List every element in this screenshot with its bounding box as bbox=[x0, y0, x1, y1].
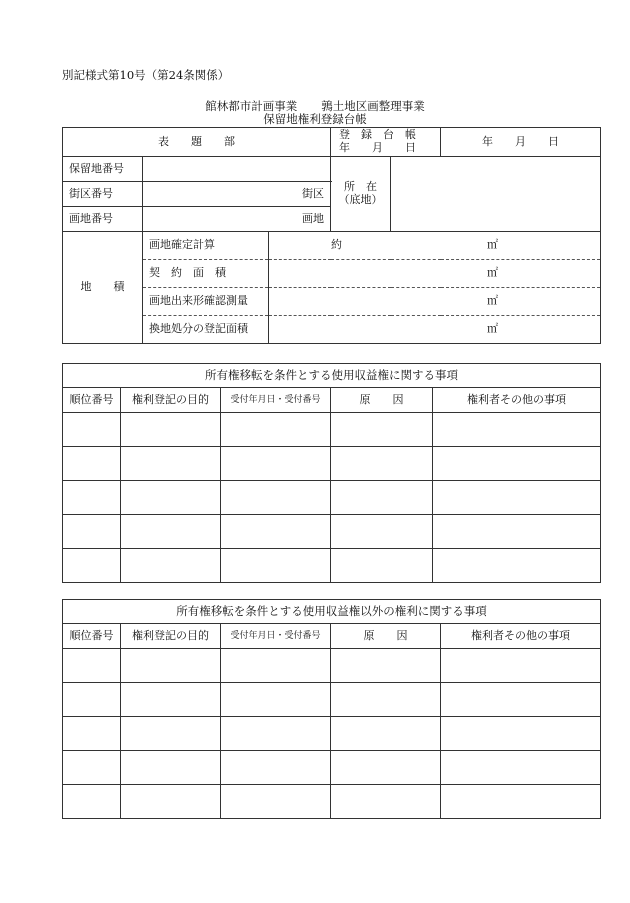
table-cell[interactable] bbox=[331, 649, 441, 683]
table-cell[interactable] bbox=[331, 515, 433, 549]
table-cell[interactable] bbox=[63, 515, 121, 549]
area-row-field-2[interactable] bbox=[269, 288, 601, 316]
kakuchi-number-field[interactable] bbox=[143, 207, 331, 232]
area-unit-1: ㎡ bbox=[487, 266, 499, 280]
area-row-label-0: 画地確定計算 bbox=[143, 232, 269, 260]
area-unit-2: ㎡ bbox=[487, 294, 499, 308]
table-row bbox=[63, 549, 601, 583]
table-cell[interactable] bbox=[121, 751, 221, 785]
table-cell[interactable] bbox=[433, 549, 601, 583]
table-row bbox=[63, 481, 601, 515]
table-cell[interactable] bbox=[331, 683, 441, 717]
shozai-bottom: （底地） bbox=[338, 193, 383, 206]
table-cell[interactable] bbox=[433, 447, 601, 481]
table-cell[interactable] bbox=[331, 413, 433, 447]
table-row bbox=[63, 515, 601, 549]
table-cell[interactable] bbox=[63, 649, 121, 683]
table-cell[interactable] bbox=[121, 447, 221, 481]
kakuchi-number-label: 画地番号 bbox=[63, 207, 143, 232]
table-cell[interactable] bbox=[63, 549, 121, 583]
other-rights-title: 所有権移転を条件とする使用収益権以外の権利に関する事項 bbox=[63, 600, 601, 624]
project-name-left: 館林都市計画事業 bbox=[205, 99, 298, 113]
col-rightholder: 権利者その他の事項 bbox=[433, 388, 601, 413]
table-cell[interactable] bbox=[441, 785, 601, 819]
table-cell[interactable] bbox=[121, 649, 221, 683]
table-cell[interactable] bbox=[63, 751, 121, 785]
area-row-label-3: 換地処分の登記面積 bbox=[143, 316, 269, 344]
col-cause: 原 因 bbox=[331, 388, 433, 413]
table-cell[interactable] bbox=[63, 413, 121, 447]
table-cell[interactable] bbox=[331, 785, 441, 819]
table-cell[interactable] bbox=[221, 481, 331, 515]
area-row-label-1: 契 約 面 積 bbox=[143, 260, 269, 288]
col-rank-number: 順位番号 bbox=[63, 624, 121, 649]
title-section-table bbox=[62, 127, 601, 344]
area-prefix: 約 bbox=[331, 238, 342, 252]
area-row-field-3[interactable] bbox=[269, 316, 601, 344]
table-cell[interactable] bbox=[221, 515, 331, 549]
table-cell[interactable] bbox=[63, 481, 121, 515]
area-row-label-2: 画地出来形確認測量 bbox=[143, 288, 269, 316]
form-number-note: 別記様式第10号（第24条関係） bbox=[62, 68, 230, 82]
usage-rights-title: 所有権移転を条件とする使用収益権に関する事項 bbox=[63, 364, 601, 388]
registration-date-field[interactable]: 年 月 日 bbox=[441, 128, 601, 157]
table-cell[interactable] bbox=[63, 683, 121, 717]
table-cell[interactable] bbox=[121, 549, 221, 583]
table-row bbox=[63, 683, 601, 717]
table-row bbox=[63, 649, 601, 683]
table-cell[interactable] bbox=[63, 717, 121, 751]
table-cell[interactable] bbox=[121, 515, 221, 549]
hoyuchi-number-field[interactable] bbox=[143, 157, 331, 182]
register-title: 保留地権利登録台帳 bbox=[263, 112, 367, 126]
table-cell[interactable] bbox=[121, 481, 221, 515]
table-cell[interactable] bbox=[221, 751, 331, 785]
area-row-field-0[interactable] bbox=[269, 232, 601, 260]
table-cell[interactable] bbox=[121, 683, 221, 717]
table-cell[interactable] bbox=[221, 447, 331, 481]
table-cell[interactable] bbox=[433, 481, 601, 515]
shozai-top: 所 在 bbox=[344, 180, 377, 194]
area-row-field-1[interactable] bbox=[269, 260, 601, 288]
table-cell[interactable] bbox=[63, 447, 121, 481]
table-cell[interactable] bbox=[221, 785, 331, 819]
table-cell[interactable] bbox=[221, 717, 331, 751]
table-row bbox=[63, 447, 601, 481]
table-cell[interactable] bbox=[441, 683, 601, 717]
gaiku-unit: 街区 bbox=[302, 186, 324, 200]
table-cell[interactable] bbox=[331, 751, 441, 785]
table-cell[interactable] bbox=[331, 717, 441, 751]
table-row bbox=[63, 785, 601, 819]
table-cell[interactable] bbox=[121, 413, 221, 447]
area-unit-0: ㎡ bbox=[487, 238, 499, 252]
gaiku-number-label: 街区番号 bbox=[63, 182, 143, 207]
table-cell[interactable] bbox=[221, 683, 331, 717]
table-cell[interactable] bbox=[433, 413, 601, 447]
gaiku-number-field[interactable] bbox=[143, 182, 331, 207]
table-row bbox=[63, 717, 601, 751]
shozai-label bbox=[331, 157, 391, 232]
table-cell[interactable] bbox=[441, 751, 601, 785]
table-cell[interactable] bbox=[331, 447, 433, 481]
table-cell[interactable] bbox=[331, 549, 433, 583]
col-cause: 原 因 bbox=[331, 624, 441, 649]
hyodai-header: 表 題 部 bbox=[63, 128, 331, 157]
col-receipt: 受付年月日・受付番号 bbox=[221, 624, 331, 649]
table-cell[interactable] bbox=[121, 785, 221, 819]
col-rightholder: 権利者その他の事項 bbox=[441, 624, 601, 649]
table-cell[interactable] bbox=[221, 649, 331, 683]
hoyuchi-number-label: 保留地番号 bbox=[63, 157, 143, 182]
toroku-daicho-top: 登 録 台 帳 bbox=[339, 128, 416, 142]
registration-date-label bbox=[331, 128, 441, 157]
usage-rights-table bbox=[62, 363, 601, 583]
table-cell[interactable] bbox=[433, 515, 601, 549]
area-unit-3: ㎡ bbox=[487, 322, 499, 336]
col-purpose: 権利登記の目的 bbox=[121, 624, 221, 649]
toroku-daicho-bottom: 年 月 日 bbox=[339, 141, 416, 154]
table-cell[interactable] bbox=[331, 481, 433, 515]
col-rank-number: 順位番号 bbox=[63, 388, 121, 413]
kakuchi-unit: 画地 bbox=[302, 211, 324, 225]
table-cell[interactable] bbox=[221, 413, 331, 447]
chiseki-label: 地 積 bbox=[63, 232, 143, 344]
table-cell[interactable] bbox=[441, 717, 601, 751]
project-name-right: 鶉土地区画整理事業 bbox=[321, 99, 425, 113]
table-cell[interactable] bbox=[441, 649, 601, 683]
shozai-field[interactable] bbox=[391, 157, 601, 232]
table-row bbox=[63, 751, 601, 785]
col-receipt: 受付年月日・受付番号 bbox=[221, 388, 331, 413]
table-cell[interactable] bbox=[63, 785, 121, 819]
table-cell[interactable] bbox=[221, 549, 331, 583]
table-row bbox=[63, 413, 601, 447]
other-rights-table bbox=[62, 599, 601, 819]
table-cell[interactable] bbox=[121, 717, 221, 751]
col-purpose: 権利登記の目的 bbox=[121, 388, 221, 413]
